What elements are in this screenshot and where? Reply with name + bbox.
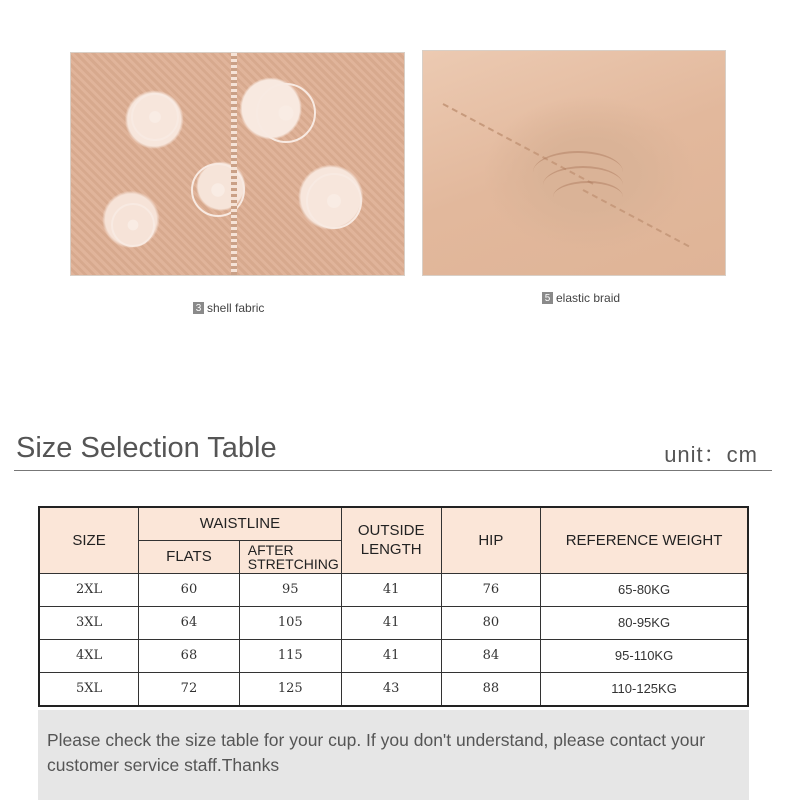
cell-after-stretching: 115 (239, 639, 341, 672)
note-box (38, 710, 749, 800)
cell-flats: 60 (139, 573, 240, 606)
hook-closure (231, 53, 237, 275)
cell-reference-weight: 95-110KG (541, 639, 748, 672)
cell-size: 5XL (39, 672, 139, 706)
header-hip: HIP (441, 507, 541, 573)
header-after-stretching: AFTER STRETCHING (239, 540, 341, 573)
table-row (39, 573, 748, 606)
header-outside-length: OUTSIDE LENGTH (341, 507, 441, 573)
cell-outside-length: 41 (341, 606, 441, 639)
caption-number: 5 (542, 292, 553, 304)
cell-flats: 72 (139, 672, 240, 706)
header-size: SIZE (39, 507, 139, 573)
table-row (39, 639, 748, 672)
cell-hip: 84 (441, 639, 541, 672)
cell-reference-weight: 65-80KG (541, 573, 748, 606)
cell-size: 3XL (39, 606, 139, 639)
note-text: Please check the size table for your cup. If you don't understand, please contact your customer service staff.Thanks (47, 730, 706, 775)
size-table (38, 506, 749, 707)
cell-after-stretching: 105 (239, 606, 341, 639)
cell-outside-length: 43 (341, 672, 441, 706)
cell-flats: 68 (139, 639, 240, 672)
cell-hip: 80 (441, 606, 541, 639)
cell-size: 4XL (39, 639, 139, 672)
page-title: Size Selection Table (16, 432, 277, 464)
title-divider (14, 470, 772, 471)
cell-after-stretching: 95 (239, 573, 341, 606)
cell-size: 2XL (39, 573, 139, 606)
elastic-braid-photo (422, 50, 726, 276)
lace-flower (256, 83, 316, 143)
cell-reference-weight: 80-95KG (541, 606, 748, 639)
cell-flats: 64 (139, 606, 240, 639)
cell-outside-length: 41 (341, 639, 441, 672)
cell-hip: 76 (441, 573, 541, 606)
header-reference-weight: REFERENCE WEIGHT (541, 507, 748, 573)
cell-after-stretching: 125 (239, 672, 341, 706)
lace-flower (131, 93, 179, 141)
fabric-fold (553, 181, 623, 213)
table-row (39, 672, 748, 706)
table-row (39, 606, 748, 639)
unit-label: unit：cm (664, 442, 758, 467)
header-flats: FLATS (139, 540, 240, 573)
header-waistline: WAISTLINE (139, 507, 342, 540)
caption-number: 3 (193, 302, 204, 314)
caption-text: elastic braid (556, 291, 621, 305)
lace-flower (306, 173, 362, 229)
cell-hip: 88 (441, 672, 541, 706)
lace-flower (111, 203, 155, 247)
cell-reference-weight: 110-125KG (541, 672, 748, 706)
shell-fabric-caption (193, 301, 264, 315)
cell-outside-length: 41 (341, 573, 441, 606)
elastic-braid-caption (542, 291, 620, 305)
caption-text: shell fabric (207, 301, 265, 315)
shell-fabric-photo (70, 52, 405, 276)
